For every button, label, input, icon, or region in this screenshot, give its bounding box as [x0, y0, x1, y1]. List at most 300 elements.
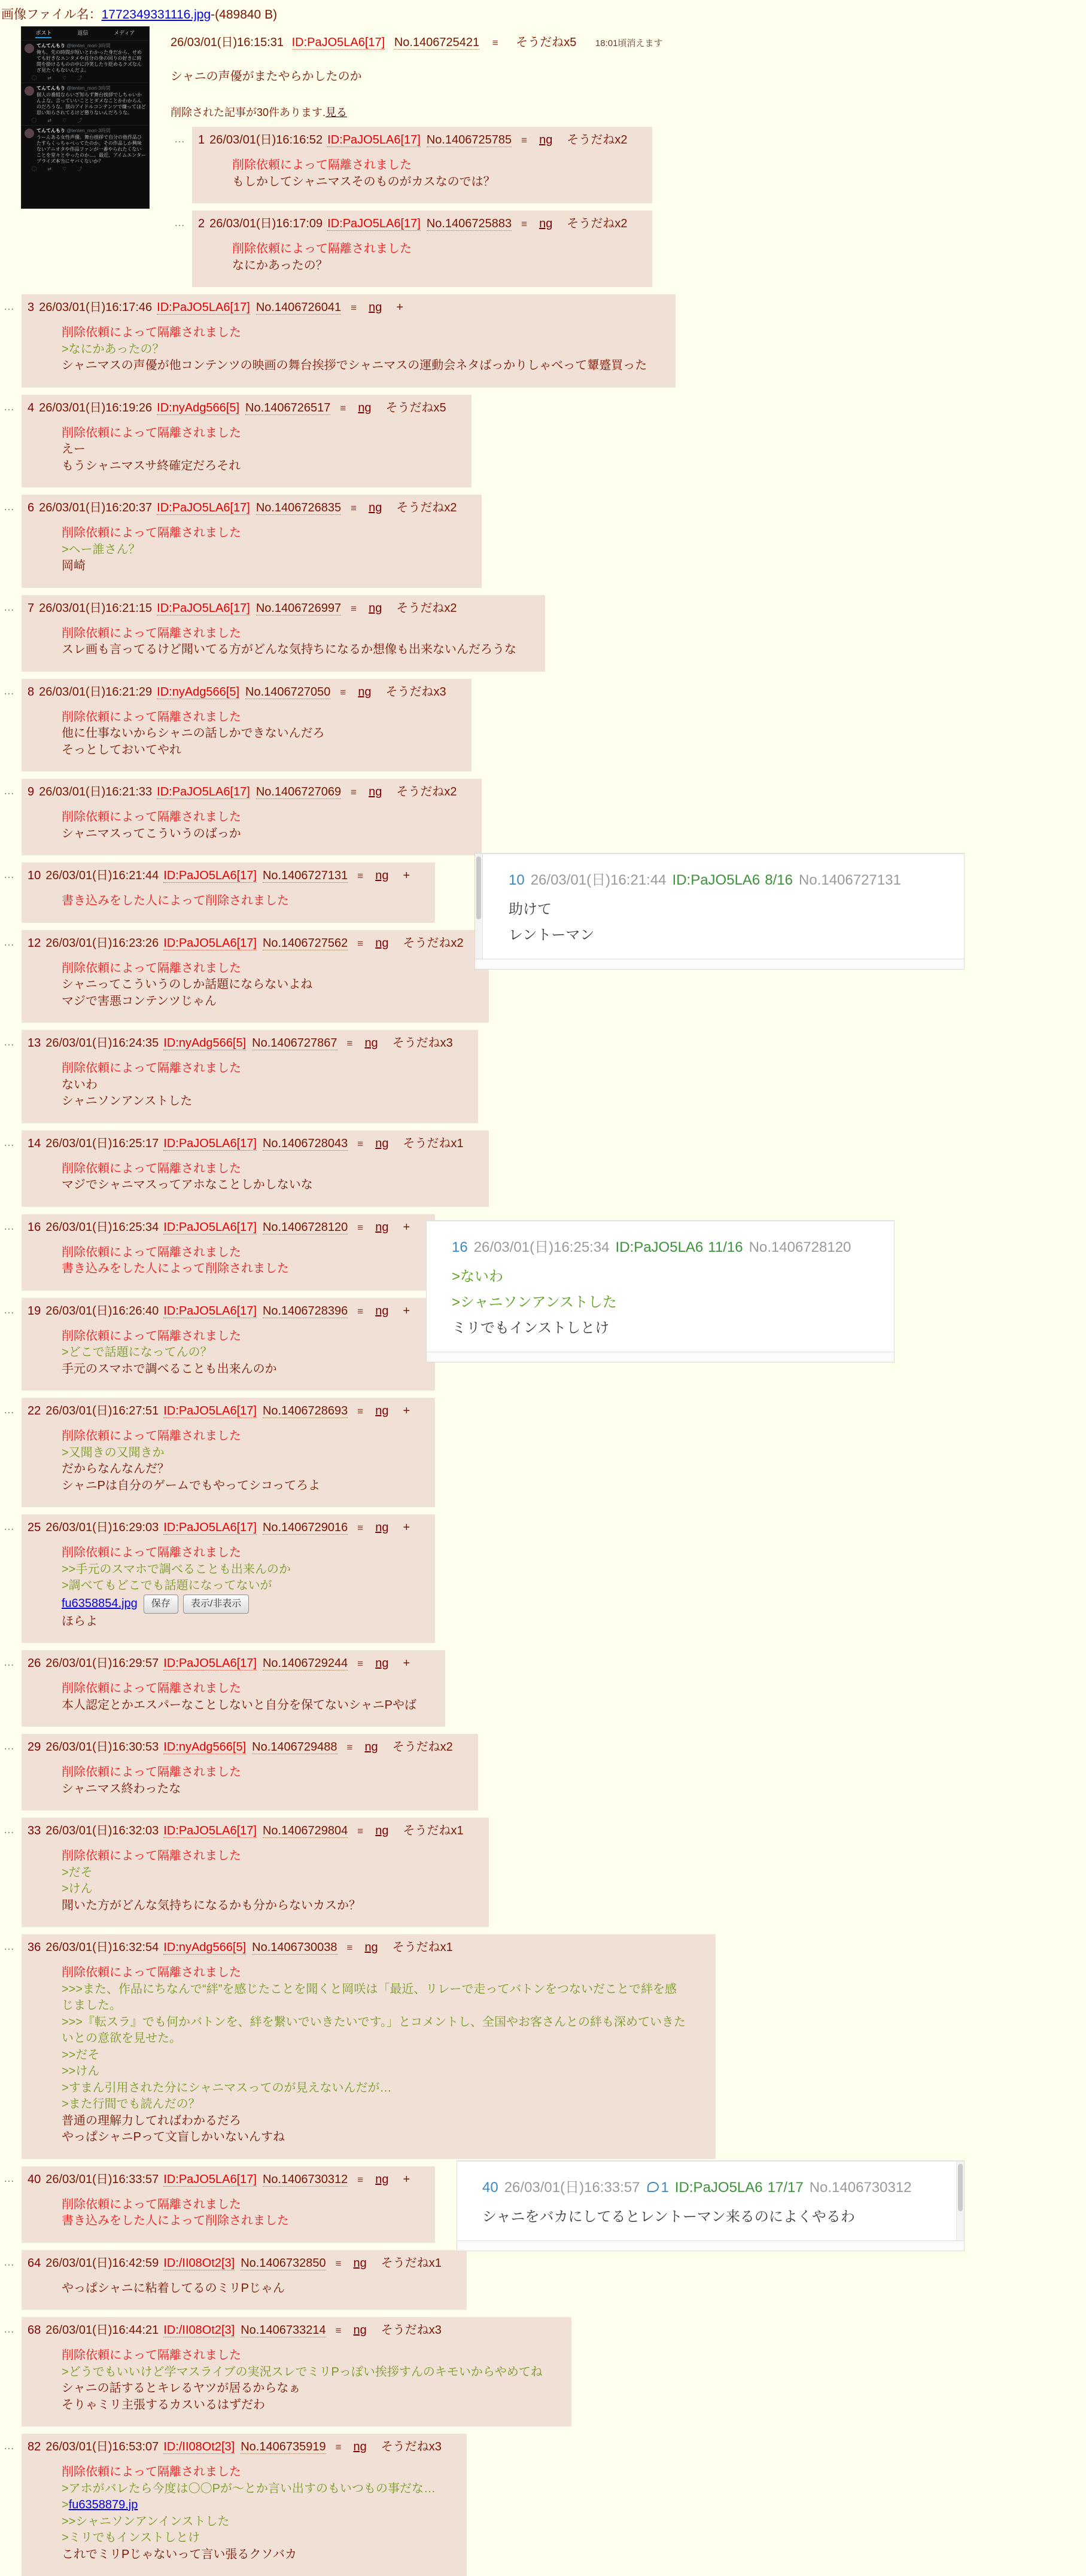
reply-id-link[interactable]: ID:PaJO5LA6[17]	[163, 869, 257, 882]
ng-link[interactable]: ng	[375, 1304, 389, 1318]
soudane-button[interactable]: そうだねx2	[392, 1740, 453, 1754]
reply-id-link[interactable]: ID:/II08Ot2[3]	[163, 2256, 235, 2270]
deleted-notice-line: 削除依頼によって隔離されました	[62, 1329, 241, 1343]
ng-link[interactable]: ng	[375, 1521, 389, 1534]
reply-id-link[interactable]: ID:PaJO5LA6[17]	[327, 133, 421, 147]
reply-date: 26/03/01(日)16:19:26	[39, 401, 153, 414]
reply-id-link[interactable]: ID:PaJO5LA6[17]	[163, 1220, 257, 1234]
popup-post-number[interactable]: 16	[452, 1239, 468, 1255]
reply-number: 2	[198, 217, 205, 230]
popup-no[interactable]: No.1406730312	[809, 2179, 912, 2196]
reply-number: 4	[28, 401, 35, 414]
post-menu-icon[interactable]: ≡	[521, 135, 528, 146]
reply-id-link[interactable]: ID:PaJO5LA6[17]	[163, 1824, 257, 1837]
reply-row	[0, 1514, 1086, 1643]
reply-text	[62, 1764, 449, 1797]
reply-no-link[interactable]: No.1406730038	[252, 1941, 337, 1954]
text-line: 岡崎	[62, 559, 86, 572]
soudane-button[interactable]: そうだねx1	[403, 1136, 464, 1150]
text-line: やっぱシャニPって文盲しかいないんすね	[62, 2130, 285, 2144]
popup-text-line: ミリでもインストしとけ	[452, 1319, 610, 1336]
thumbnail-tab: 返信	[77, 30, 89, 36]
reply-list	[0, 127, 1086, 2576]
reply-id-link[interactable]: ID:PaJO5LA6[17]	[163, 1304, 257, 1318]
ng-link[interactable]: ng	[375, 2172, 389, 2186]
soudane-button[interactable]: +	[403, 1404, 410, 1417]
soudane-button[interactable]: そうだねx2	[403, 936, 464, 950]
reply-text	[62, 893, 406, 910]
reply-no-link[interactable]: No.1406725785	[426, 133, 512, 147]
quote-line: >>シャニソンアンインストした	[62, 2514, 230, 2528]
reply-no-link[interactable]: No.1406726517	[245, 401, 331, 414]
reply-header	[28, 1655, 420, 1672]
text-line: そりゃミリ主張するカスいるはずだわ	[62, 2398, 265, 2412]
reply-no-link[interactable]: No.1406726835	[255, 501, 342, 514]
reply-header	[28, 2438, 442, 2456]
reply-number: 14	[28, 1136, 41, 1150]
reply-id-link[interactable]: ID:PaJO5LA6[17]	[163, 1404, 257, 1417]
soudane-button[interactable]: そうだねx2	[396, 601, 457, 615]
reply-no-link[interactable]: No.1406732850	[241, 2256, 326, 2270]
text-line: スレ画も言ってるけど聞いてる方がどんな気持ちになるか想像も出来ないんだろうな	[62, 643, 516, 656]
reply-date: 26/03/01(日)16:21:29	[39, 685, 153, 699]
soudane-button[interactable]: +	[403, 1657, 410, 1670]
text-line: シャニってこういうのしか話題にならないよね	[62, 978, 313, 991]
post-menu-icon[interactable]: ≡	[357, 1658, 364, 1669]
post-menu-dots-icon[interactable]: …	[4, 1940, 15, 1952]
soudane-button[interactable]: +	[403, 869, 410, 882]
scrollbar-thumb[interactable]	[958, 2164, 963, 2211]
post-menu-icon[interactable]: ≡	[357, 1221, 364, 1233]
post-menu-dots-icon[interactable]: …	[4, 2255, 15, 2268]
thread	[0, 24, 1086, 2576]
reply-date: 26/03/01(日)16:23:26	[45, 936, 159, 950]
op-no-link[interactable]: No.1406725421	[394, 36, 480, 49]
ng-link[interactable]: ng	[375, 869, 389, 882]
ng-link[interactable]: ng	[375, 936, 389, 950]
popup-horizontal-scrollbar[interactable]	[427, 1352, 894, 1362]
popup-vertical-scrollbar[interactable]	[475, 854, 483, 959]
popup-text-line: 助けて	[509, 901, 552, 917]
op-thumbnail-image[interactable]	[21, 26, 150, 209]
reply-box	[22, 1298, 435, 1391]
text-line: シャニマスの声優が他コンテンツの映画の舞台挨拶でシャニマスの運動会ネタばっかりしゃべって顰蹙買った	[62, 359, 647, 372]
post-menu-icon[interactable]: ≡	[357, 1305, 364, 1317]
popup-body	[457, 2162, 964, 2240]
reply-header	[28, 299, 650, 316]
quote-line: >すまん引用された分にシャニマスってのが見えないんだが…	[62, 2081, 392, 2095]
post-menu-dots-icon[interactable]: …	[4, 600, 15, 613]
reply-row-wrap	[0, 127, 1086, 203]
reply-count[interactable]: 1	[661, 2179, 669, 2196]
post-menu-icon[interactable]: ≡	[351, 602, 357, 614]
reply-row	[171, 211, 1086, 287]
reply-id-link[interactable]: ID:PaJO5LA6[17]	[157, 785, 250, 798]
post-menu-dots-icon[interactable]: …	[4, 684, 15, 697]
reply-row-wrap	[0, 1734, 1086, 1810]
post-menu-dots-icon[interactable]: …	[4, 300, 15, 312]
deleted-notice-line: 書き込みをした人によって削除されました	[62, 894, 289, 907]
popup-vertical-scrollbar[interactable]	[956, 2162, 964, 2240]
popup-id-count: 11/16	[708, 1239, 743, 1255]
post-menu-icon[interactable]: ≡	[357, 1406, 364, 1417]
save-button[interactable]: 保存	[144, 1595, 178, 1614]
text-line: シャニPは自分のゲームでもやってシコってろよ	[62, 1478, 321, 1492]
reply-text	[62, 2464, 438, 2563]
ng-link[interactable]: ng	[353, 2440, 367, 2453]
post-menu-icon[interactable]: ≡	[346, 1742, 353, 1753]
ng-link[interactable]: ng	[364, 1941, 378, 1954]
soudane-button[interactable]: +	[403, 1521, 410, 1534]
reply-row	[0, 1934, 1086, 2159]
reply-row-wrap	[0, 495, 1086, 588]
reply-no-link[interactable]: No.1406727867	[252, 1037, 337, 1050]
ng-link[interactable]: ng	[364, 1037, 378, 1050]
deleted-notice-line: 削除依頼によって隔離されました	[62, 626, 241, 640]
soudane-button[interactable]: そうだねx2	[396, 501, 457, 514]
post-menu-icon[interactable]: ≡	[346, 1942, 353, 1953]
popup-horizontal-scrollbar[interactable]	[457, 2240, 964, 2251]
text-line: マジで害悪コンテンツじゃん	[62, 994, 217, 1008]
reply-row-wrap	[0, 679, 1086, 772]
soudane-button[interactable]: そうだねx3	[381, 2324, 442, 2337]
reply-date: 26/03/01(日)16:26:40	[45, 1304, 159, 1318]
text-line: ほらよ	[62, 1614, 98, 1628]
reply-header	[28, 684, 446, 701]
scrollbar-thumb[interactable]	[476, 856, 481, 919]
reply-count-bubble-icon	[647, 2182, 659, 2192]
reply-header	[198, 132, 627, 149]
reply-id-link[interactable]: ID:PaJO5LA6[17]	[163, 2172, 257, 2186]
reply-id-link[interactable]: ID:nyAdg566[5]	[157, 685, 240, 699]
post-menu-dots-icon[interactable]: …	[4, 785, 15, 797]
ng-link[interactable]: ng	[353, 2324, 367, 2337]
reply-text	[62, 1848, 460, 1914]
reply-no-link[interactable]: No.1406730312	[262, 2172, 348, 2186]
ng-link[interactable]: ng	[364, 1740, 378, 1754]
reply-id-link[interactable]: ID:PaJO5LA6[17]	[157, 601, 250, 615]
reply-row-wrap	[0, 294, 1086, 388]
reply-date: 26/03/01(日)16:24:35	[45, 1037, 159, 1050]
post-menu-dots-icon[interactable]: …	[4, 1520, 15, 1532]
ng-link[interactable]: ng	[375, 1136, 389, 1150]
ng-link[interactable]: ng	[539, 133, 553, 147]
reply-id-link[interactable]: ID:PaJO5LA6[17]	[327, 217, 421, 230]
ng-link[interactable]: ng	[353, 2256, 367, 2270]
popup-id[interactable]: ID:PaJO5LA6	[615, 1239, 704, 1255]
text-line: そっとしておいてやれ	[62, 743, 181, 757]
post-menu-dots-icon[interactable]: …	[174, 133, 185, 145]
popup-body	[427, 1221, 894, 1352]
deleted-notice-line: 削除依頼によって隔離されました	[62, 426, 241, 440]
reply-date: 26/03/01(日)16:17:46	[39, 301, 153, 314]
ng-link[interactable]: ng	[369, 501, 382, 514]
show-hide-button[interactable]: 表示/非表示	[183, 1595, 249, 1614]
post-menu-dots-icon[interactable]: …	[4, 1656, 15, 1668]
reply-no-link[interactable]: No.1406728396	[262, 1304, 348, 1318]
tweet-meta: @tenten_mori·3時間	[65, 86, 111, 91]
reply-text	[62, 1681, 416, 1714]
tweet-body	[36, 43, 146, 81]
quote-line: >>けん	[62, 2065, 100, 2078]
soudane-button[interactable]: そうだねx5	[385, 401, 446, 414]
soudane-button[interactable]: そうだねx1	[392, 1941, 453, 1954]
reply-no-link[interactable]: No.1406735919	[241, 2440, 326, 2453]
reply-number: 36	[28, 1941, 41, 1954]
post-menu-icon[interactable]: ≡	[340, 402, 346, 414]
tweet-author: てんてんもり @tenten_mori·3時間	[36, 86, 111, 91]
text-line: シャニマスってこういうのばっか	[62, 827, 241, 840]
soudane-button[interactable]: そうだねx1	[403, 1824, 464, 1837]
reply-text	[62, 626, 516, 659]
reply-number: 3	[28, 301, 35, 314]
reply-header	[28, 1135, 464, 1153]
reply-row-wrap	[0, 1818, 1086, 1927]
reply-row-wrap	[0, 2250, 1086, 2310]
reply-id-link[interactable]: ID:PaJO5LA6[17]	[163, 1521, 257, 1534]
reply-date: 26/03/01(日)16:21:15	[39, 601, 153, 615]
post-menu-dots-icon[interactable]: …	[4, 2440, 15, 2452]
reply-row	[0, 779, 1086, 855]
deleted-notice-line: 削除依頼によって隔離されました	[62, 961, 241, 975]
op-id-link[interactable]: ID:PaJO5LA6[17]	[291, 36, 385, 49]
reply-id-link[interactable]: ID:nyAdg566[5]	[163, 1037, 247, 1050]
soudane-button[interactable]: そうだねx3	[385, 685, 446, 699]
post-menu-icon[interactable]: ≡	[351, 786, 357, 798]
post-menu-dots-icon[interactable]: …	[4, 935, 15, 948]
post-menu-icon[interactable]: ≡	[351, 502, 357, 514]
post-preview-popup	[474, 853, 965, 970]
file-link[interactable]: fu6358854.jpg	[62, 1596, 138, 1610]
text-line: えー	[62, 443, 86, 456]
tweet-author: てんてんもり @tenten_mori·3時間	[36, 128, 111, 133]
post-menu-dots-icon[interactable]: …	[4, 2323, 15, 2335]
post-menu-icon[interactable]: ≡	[357, 937, 364, 949]
post-menu-icon[interactable]: ≡	[357, 1825, 364, 1837]
reply-number: 16	[28, 1220, 41, 1234]
text-line: だからなんなんだ？	[62, 1462, 169, 1476]
post-menu-dots-icon[interactable]: …	[4, 501, 15, 513]
reply-number: 10	[28, 869, 41, 882]
reply-header	[28, 1519, 410, 1537]
deleted-articles-view-link[interactable]: 見る	[326, 106, 348, 118]
reply-box	[22, 2166, 435, 2243]
quote-file-link-row: >fu6358879.jp	[62, 2498, 138, 2511]
reply-no-link[interactable]: No.1406728693	[262, 1404, 348, 1417]
reply-number: 7	[28, 601, 35, 615]
popup-quote-line: >ないわ	[452, 1268, 504, 1285]
popup-date: 26/03/01(日)16:33:57	[504, 2179, 640, 2196]
reply-box	[22, 679, 471, 772]
reply-header	[28, 1403, 410, 1420]
popup-no[interactable]: No.1406727131	[799, 872, 901, 888]
reply-row	[0, 1130, 1086, 1207]
ng-link[interactable]: ng	[375, 1220, 389, 1234]
reply-row-wrap	[0, 2317, 1086, 2426]
popup-post-number[interactable]: 10	[509, 872, 525, 888]
reply-no-link[interactable]: No.1406728120	[262, 1220, 348, 1234]
popup-no[interactable]: No.1406728120	[749, 1239, 851, 1255]
post-menu-dots-icon[interactable]: …	[4, 2172, 15, 2184]
reply-id-link[interactable]: ID:PaJO5LA6[17]	[163, 1657, 257, 1670]
reply-no-link[interactable]: No.1406729488	[252, 1740, 337, 1754]
soudane-button[interactable]: そうだねx2	[567, 217, 628, 230]
reply-no-link[interactable]: No.1406725883	[426, 217, 512, 230]
post-menu-icon[interactable]: ≡	[346, 1038, 353, 1049]
post-menu-dots-icon[interactable]: …	[4, 400, 15, 413]
soudane-button[interactable]: そうだねx3	[381, 2440, 442, 2453]
reply-text	[62, 425, 443, 475]
image-file-link[interactable]: 1772349331116.jpg	[101, 8, 211, 22]
tweet-meta: @tenten_mori·3時間	[65, 128, 111, 133]
post-menu-dots-icon[interactable]: …	[4, 1824, 15, 1836]
ng-link[interactable]: ng	[369, 601, 382, 615]
popup-horizontal-scrollbar[interactable]	[475, 959, 964, 969]
reply-number: 9	[28, 785, 35, 798]
reply-id-link[interactable]: ID:nyAdg566[5]	[157, 401, 240, 414]
popup-header	[482, 2175, 948, 2200]
reply-id-link[interactable]: ID:/II08Ot2[3]	[163, 2440, 235, 2453]
text-line: 手元のスマホで調べることも出来んのか	[62, 1362, 277, 1376]
post-menu-icon[interactable]: ≡	[357, 1138, 364, 1150]
soudane-button[interactable]: +	[403, 1304, 410, 1318]
soudane-button[interactable]: そうだねx1	[381, 2256, 442, 2270]
reply-no-link[interactable]: No.1406726041	[255, 301, 342, 314]
soudane-button[interactable]: +	[403, 2172, 410, 2186]
ng-link[interactable]: ng	[369, 301, 382, 314]
deleted-notice-line: 削除依頼によって隔離されました	[62, 2465, 241, 2479]
reply-text	[62, 325, 647, 374]
tweet-body	[36, 128, 146, 172]
post-menu-dots-icon[interactable]: …	[4, 1740, 15, 1752]
deleted-notice-line: 削除依頼によって隔離されました	[62, 326, 241, 339]
reply-no-link[interactable]: No.1406727069	[255, 785, 342, 798]
popup-header	[452, 1234, 878, 1260]
tweet-action-icons: ⃝ ⇄ ♡ ⤴	[36, 118, 87, 123]
post-menu-icon[interactable]: ≡	[335, 2441, 342, 2453]
reply-no-link[interactable]: No.1406727562	[262, 936, 348, 950]
reply-no-link[interactable]: No.1406727131	[262, 869, 348, 882]
popup-post-number[interactable]: 40	[482, 2179, 498, 2196]
soudane-button[interactable]: +	[396, 301, 404, 314]
post-menu-icon[interactable]: ≡	[335, 2257, 342, 2269]
reply-text	[62, 1428, 406, 1494]
reply-box	[22, 1514, 435, 1643]
post-menu-icon[interactable]: ≡	[335, 2325, 342, 2336]
reply-row	[0, 2250, 1086, 2310]
reply-text	[62, 709, 443, 759]
reply-no-link[interactable]: No.1406727050	[245, 685, 331, 699]
text-line: もしかしてシャニマスそのものがカスなのでは？	[232, 175, 495, 188]
ng-link[interactable]: ng	[369, 785, 382, 798]
tweet	[22, 83, 149, 125]
reply-no-link[interactable]: No.1406726997	[255, 601, 342, 615]
reply-text	[62, 1060, 449, 1110]
deleted-notice-line: 削除依頼によって隔離されました	[62, 1682, 241, 1695]
post-menu-dots-icon[interactable]: …	[4, 1036, 15, 1048]
reply-number: 22	[28, 1404, 41, 1417]
ng-link[interactable]: ng	[539, 217, 553, 230]
ng-link[interactable]: ng	[358, 685, 372, 699]
reply-id-link[interactable]: ID:/II08Ot2[3]	[163, 2324, 235, 2337]
deleted-notice-line: 削除依頼によって隔離されました	[62, 810, 241, 824]
post-menu-dots-icon[interactable]: …	[4, 1220, 15, 1232]
ng-link[interactable]: ng	[375, 1657, 389, 1670]
reply-header	[28, 1303, 410, 1320]
reply-id-link[interactable]: ID:nyAdg566[5]	[163, 1941, 247, 1954]
deleted-notice-line: 削除依頼によって隔離されました	[62, 1849, 241, 1862]
reply-text	[62, 809, 453, 842]
popup-id[interactable]: ID:PaJO5LA6	[672, 872, 760, 888]
post-menu-dots-icon[interactable]: …	[4, 1136, 15, 1148]
post-menu-icon[interactable]: ≡	[521, 218, 528, 230]
ng-link[interactable]: ng	[375, 1404, 389, 1417]
reply-no-link[interactable]: No.1406729804	[262, 1824, 348, 1837]
post-menu-icon[interactable]: ≡	[357, 870, 364, 882]
deleted-articles-notice	[0, 84, 1086, 120]
reply-row-wrap	[0, 1934, 1086, 2159]
reply-id-link[interactable]: ID:PaJO5LA6[17]	[163, 1136, 257, 1150]
soudane-button[interactable]: そうだねx2	[567, 133, 628, 147]
tweet-meta: @tenten_mori·3時間	[65, 43, 111, 48]
soudane-button[interactable]: そうだねx2	[396, 785, 457, 798]
reply-date: 26/03/01(日)16:33:57	[45, 2172, 159, 2186]
tweet-text: 個人の番組ならいざ知らず舞台挨拶でしちゃいかんよな。言っていいこととダメなことかわからんのだろうな。別のアイドルコンテンツで嫌ってほど思い知らされてるけど懲りないんだろうな。	[36, 92, 146, 115]
reply-row-wrap	[0, 395, 1086, 488]
ng-link[interactable]: ng	[375, 1824, 389, 1837]
reply-no-link[interactable]: No.1406729016	[262, 1521, 348, 1534]
soudane-button[interactable]: +	[403, 1220, 410, 1234]
reply-id-link[interactable]: ID:PaJO5LA6[17]	[157, 301, 250, 314]
file-link[interactable]: fu6358879.jp	[68, 2498, 138, 2511]
tweet-avatar-icon	[25, 86, 34, 96]
reply-id-link[interactable]: ID:PaJO5LA6[17]	[163, 936, 257, 950]
reply-number: 8	[28, 685, 35, 699]
reply-id-link[interactable]: ID:PaJO5LA6[17]	[157, 501, 250, 514]
popup-id[interactable]: ID:PaJO5LA6	[674, 2179, 763, 2196]
reply-number: 19	[28, 1304, 41, 1318]
post-menu-icon[interactable]: ≡	[340, 686, 346, 698]
tweet-action-icons: ⃝ ⇄ ♡ ⤴	[36, 166, 87, 172]
reply-no-link[interactable]: No.1406733214	[241, 2324, 326, 2337]
tweet-body	[36, 86, 146, 124]
reply-no-link[interactable]: No.1406728043	[262, 1136, 348, 1150]
post-menu-dots-icon[interactable]: …	[4, 1303, 15, 1316]
reply-number: 6	[28, 501, 35, 514]
post-menu-dots-icon[interactable]: …	[4, 1404, 15, 1416]
ng-link[interactable]: ng	[358, 401, 372, 414]
text-line: シャニソンアンストした	[62, 1095, 193, 1108]
reply-id-link[interactable]: ID:nyAdg566[5]	[163, 1740, 247, 1754]
text-line: マジでシャニマスってアホなことしかしないな	[62, 1178, 313, 1191]
image-filename-line	[0, 0, 1086, 24]
op-soudane-count[interactable]: そうだねx5	[516, 36, 577, 49]
post-menu-dots-icon[interactable]: …	[4, 868, 15, 880]
op-header	[0, 24, 1086, 50]
post-menu-dots-icon[interactable]: …	[174, 217, 185, 228]
quote-line: >>>また、作品にちなんで“絆”を感じたことを聞くと岡咲は「最近、リレーで走ってバトンをつないだことで絆を感じました。	[62, 1982, 677, 2012]
filesize: -(489840 B)	[211, 8, 278, 22]
soudane-button[interactable]: そうだねx3	[392, 1037, 453, 1050]
post-menu-icon[interactable]: ≡	[357, 2173, 364, 2185]
reply-text	[62, 1965, 687, 2146]
post-menu-icon[interactable]: ≡	[357, 1522, 364, 1534]
reply-date: 26/03/01(日)16:29:57	[45, 1657, 159, 1670]
reply-no-link[interactable]: No.1406729244	[262, 1657, 348, 1670]
post-menu-icon[interactable]: ≡	[351, 302, 357, 313]
quote-line: >>>『転スラ』でも何かバトンを、絆を繋いでいきたいです。」とコメントし、全国やお客さんとの絆も深めていきたいとの意欲を見せた。	[62, 2015, 686, 2045]
post-menu-icon[interactable]: ≡	[492, 37, 498, 48]
